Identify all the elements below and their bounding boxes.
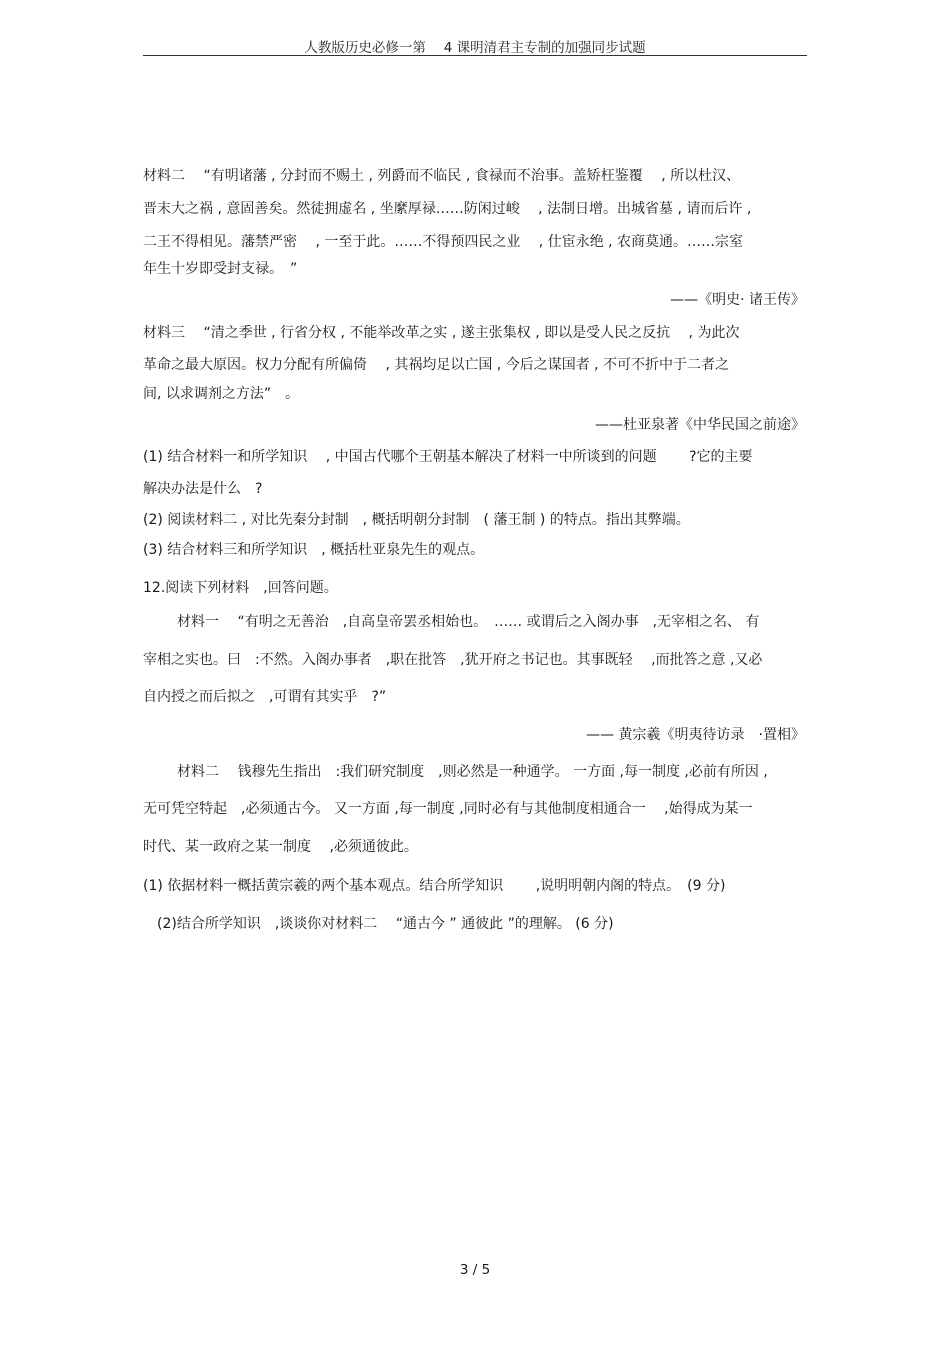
text-line: 材料一 “有明之无善治 ,自高皇帝罢丞相始也。 …… 或谓后之入阁办事 ,无宰相之名、 有 (177, 614, 760, 630)
question-line: (2)结合所学知识 ,谈谈你对材料二 “通古今 ” 通彼此 ”的理解。 (6 分) (143, 916, 614, 932)
text-line: 时代、某一政府之某一制度 ,必须通彼此。 (143, 839, 418, 855)
page-number: 3 / 5 (459, 1262, 491, 1278)
page-header: 人教版历史必修一第 4 课明清君主专制的加强同步试题 (304, 40, 646, 56)
citation: ——《明史· 诸王传》 (670, 292, 805, 308)
text-line: 自内授之而后拟之 ,可谓有其实乎 ?” (143, 689, 387, 705)
text-line: 二王不得相见。藩禁严密 , 一至于此。……不得预四民之业 , 仕宦永绝 , 农商莫通。……宗室 (143, 234, 744, 250)
text-line: 材料二 钱穆先生指出 :我们研究制度 ,则必然是一种通学。 一方面 ,每一制度 ,必前有所因 , (177, 764, 768, 780)
text-line: 晋末大之祸 , 意固善矣。然徒拥虚名 , 坐縻厚禄……防闲过峻 , 法制日增。出城省墓 , 请而后许 , (143, 201, 752, 217)
question-line: (1) 结合材料一和所学知识 , 中国古代哪个王朝基本解决了材料一中所谈到的问题 ?它的主要 (143, 449, 753, 465)
text-line: 无可凭空特起 ,必须通古今。 又一方面 ,每一制度 ,同时必有与其他制度相通合一 ,始得成为某一 (143, 801, 753, 817)
text-line: 革命之最大原因。权力分配有所偏倚 , 其祸均足以亡国 , 今后之谋国者 , 不可不折中于二者之 (143, 357, 730, 373)
text-line: 材料二 “有明诸藩 , 分封而不赐土 , 列爵而不临民 , 食禄而不治事。盖矫枉鉴覆 , 所以杜汉、 (143, 168, 741, 184)
question-line: (1) 依据材料一概括黄宗羲的两个基本观点。结合所学知识 ,说明明朝内阁的特点。 (9 分) (143, 878, 726, 894)
text-line: 年生十岁即受封支禄。 ” (143, 261, 298, 277)
question-line: (2) 阅读材料二 , 对比先秦分封制 , 概括明朝分封制 ( 藩王制 ) 的特点。指出其弊端。 (143, 512, 690, 528)
header-rule (143, 55, 807, 56)
text-line: 宰相之实也。曰 :不然。入阁办事者 ,职在批答 ,犹开府之书记也。其事既轻 ,而批答之意 ,又必 (143, 652, 763, 668)
question-heading: 12.阅读下列材料 ,回答问题。 (143, 580, 338, 596)
citation: —— 黄宗羲《明夷待访录 ·置相》 (586, 727, 805, 743)
question-line: 解决办法是什么 ? (143, 481, 263, 497)
question-line: (3) 结合材料三和所学知识 , 概括杜亚泉先生的观点。 (143, 542, 485, 558)
text-line: 间, 以求调剂之方法” 。 (143, 386, 300, 402)
text-line: 材料三 “清之季世 , 行省分权 , 不能举改革之实 , 遂主张集权 , 即以是受人民之反抗 , 为此次 (143, 325, 740, 341)
citation: ——杜亚泉著《中华民国之前途》 (595, 417, 805, 433)
